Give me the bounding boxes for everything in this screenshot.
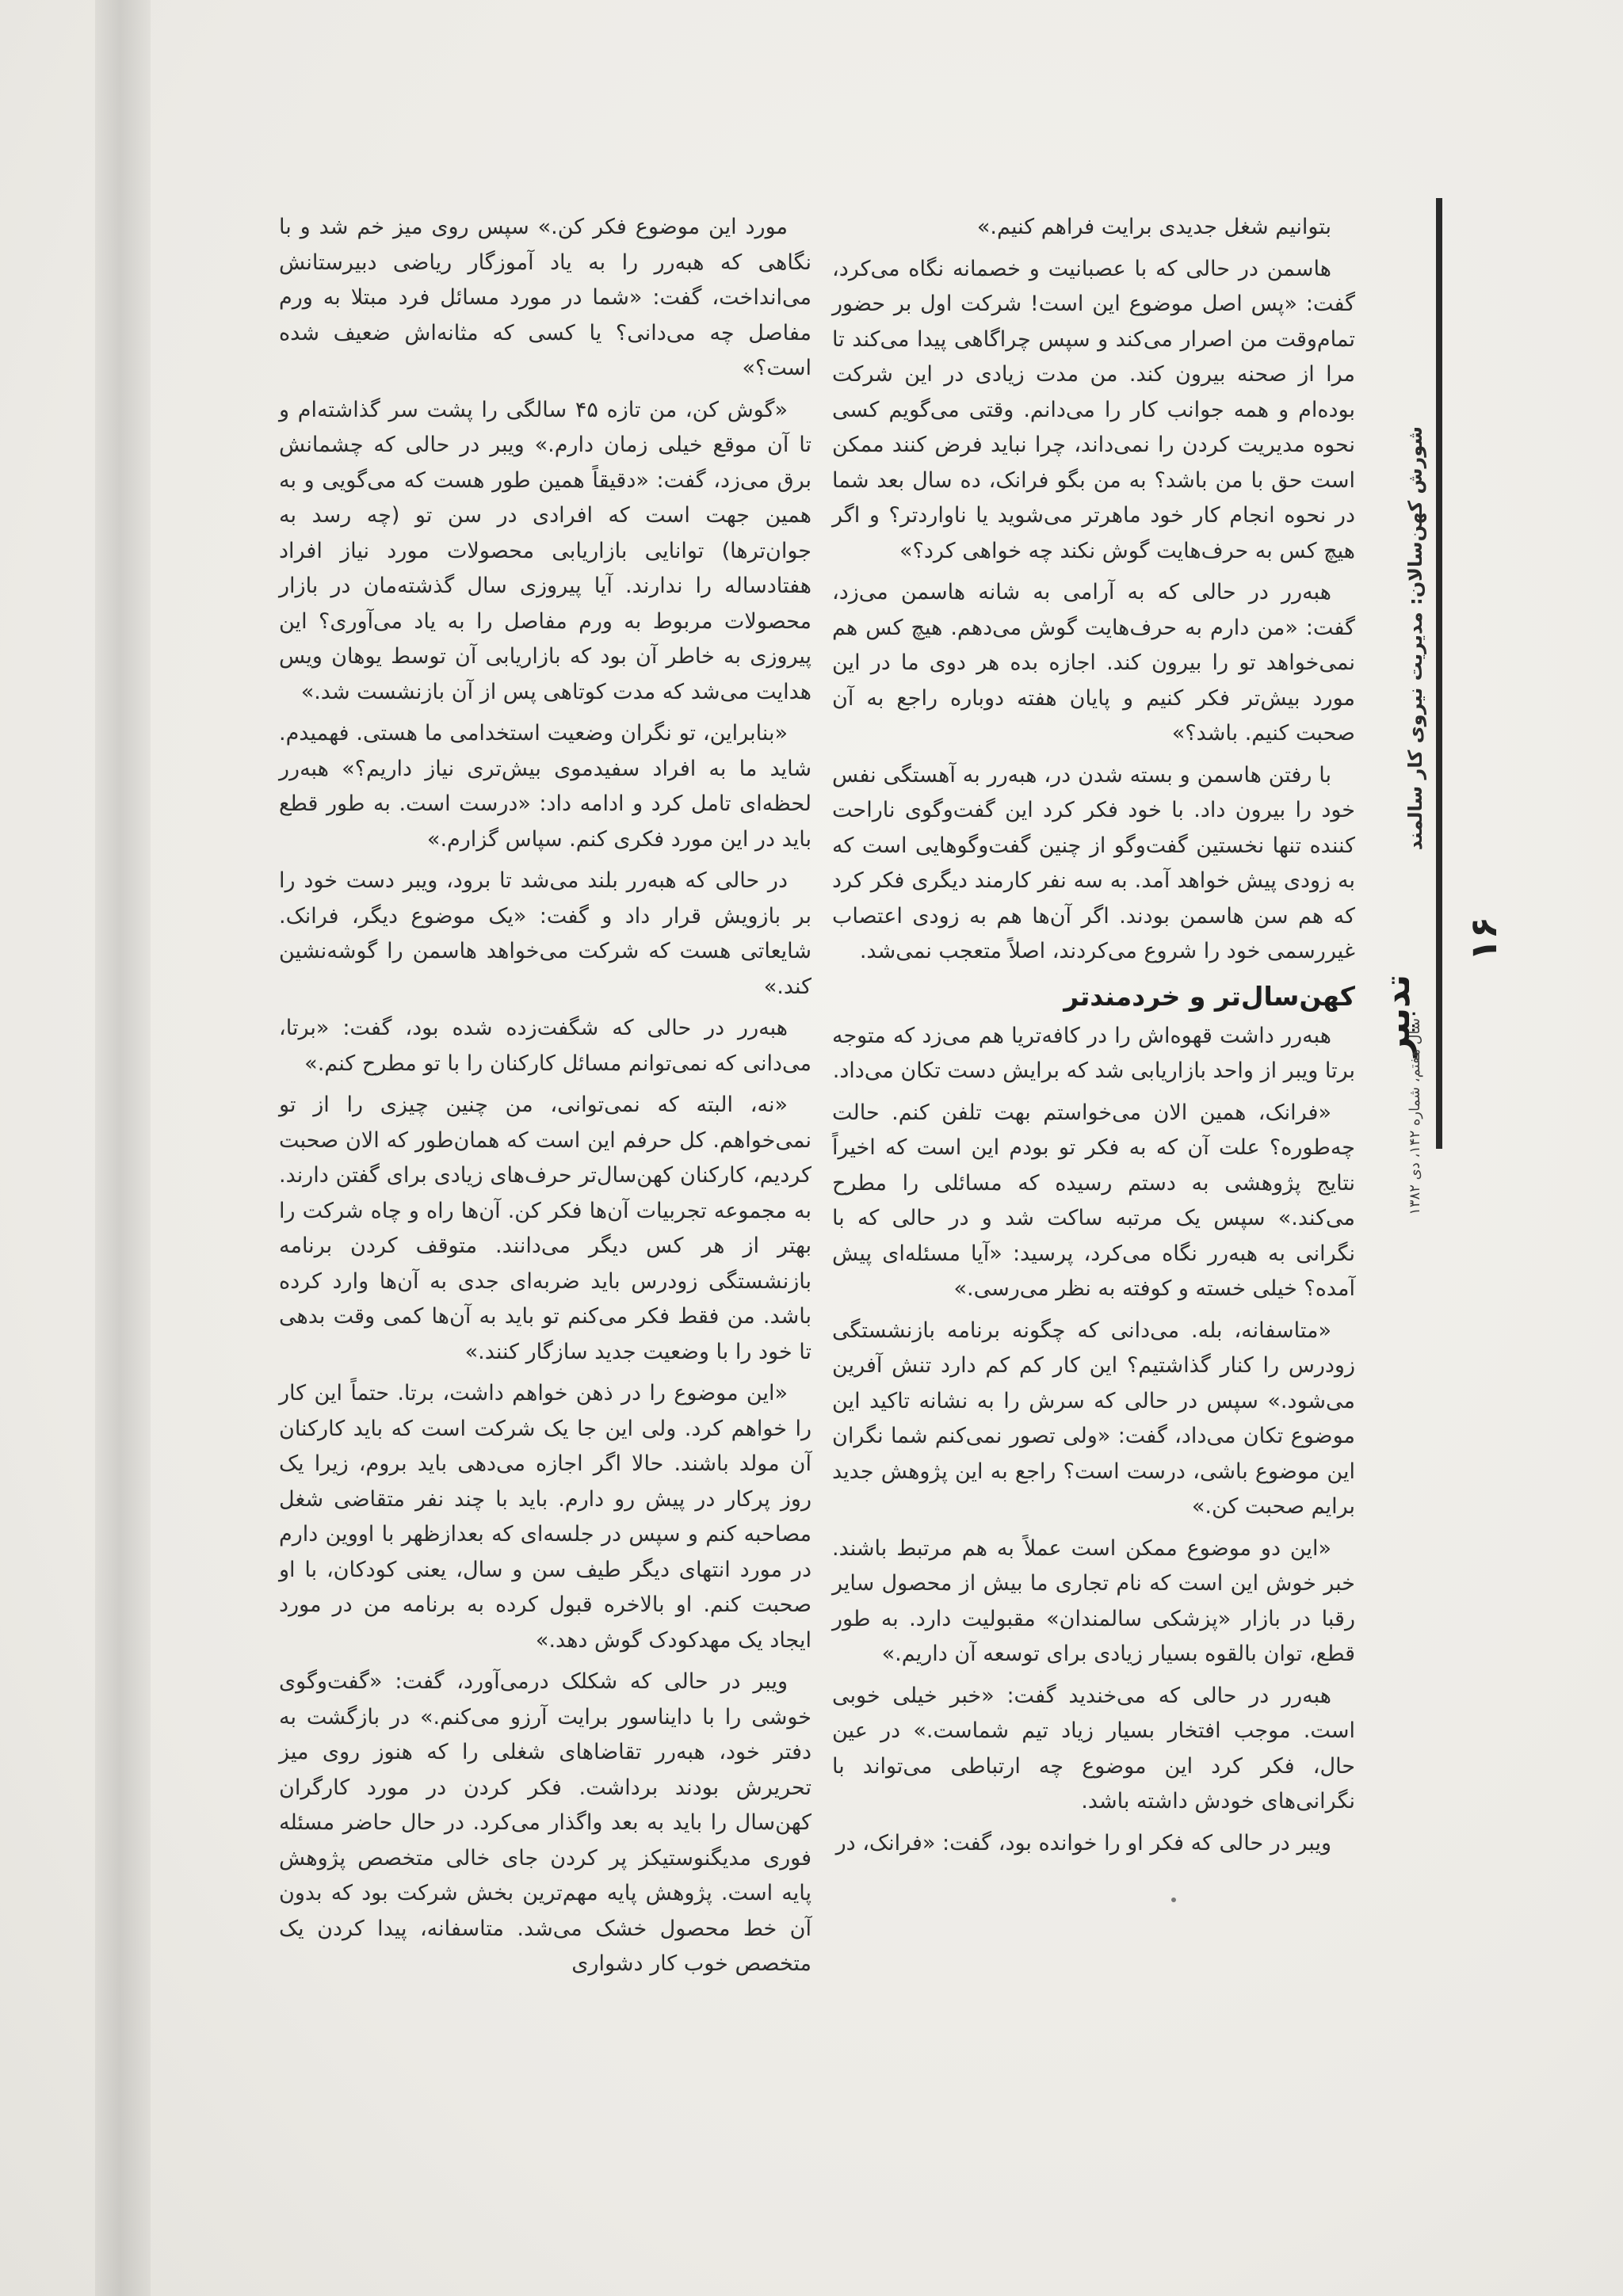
print-speck: [1171, 1897, 1176, 1902]
paragraph: مورد این موضوع فکر کن.» سپس روی میز خم شد و با نگاهی که هبه‌رر را به یاد آموزگار ریاضی دبیرستانش می‌انداخت، گفت: «شما در مورد مسائل فرد مبتلا به ورم مفاصل چه می‌دانی؟ یا کسی که مثانه‌اش ضعیف شده است؟»: [279, 215, 812, 380]
binding-shadow: [95, 0, 151, 2296]
issue-info: سال هفتم، شماره ۱۴۲، دی ۱۳۸۲: [1407, 1018, 1423, 1215]
paragraph: ویبر در حالی که فکر او را خوانده بود، گفت: «فرانک، در: [835, 1830, 1331, 1855]
paragraph: بتوانیم شغل جدیدی برایت فراهم کنیم.»: [976, 215, 1331, 239]
magazine-brand: تدبیر: [1377, 974, 1418, 1057]
paragraph: هبه‌رر در حالی که می‌خندید گفت: «خبر خیلی خوبی است. موجب افتخار بسیار زیاد تیم شماست.» در عین حال، فکر کرد این موضوع چه ارتباطی می‌تواند با نگرانی‌های خودش داشته باشد.: [832, 1683, 1355, 1814]
series-title: شورش کهن‌سالان: مدیریت نیروی کار سالمند: [1404, 426, 1426, 851]
paragraph: هبه‌رر در حالی که به آرامی به شانه هاسمن می‌زد، گفت: «من دارم به حرف‌هایت گوش می‌دهم. هیچ کس هم نمی‌خواهد تو را بیرون کند. اجازه بده هر دوی ما در این مورد بیش‌تر فکر کنیم و پایان هفته دوباره راجع به آن صحبت کنیم. باشد؟»: [832, 580, 1355, 746]
paragraph: هبه‌رر در حالی که شگفت‌زده شده بود، گفت: «برتا، می‌دانی که نمی‌توانم مسائل کارکنان را با تو مطرح کنم.»: [279, 1016, 812, 1076]
paragraph: «گوش کن، من تازه ۴۵ سالگی را پشت سر گذاشته‌ام و تا آن موقع خیلی زمان دارم.» ویبر در حالی که چشمانش برق می‌زد، گفت: «دقیقاً همین طور هست که می‌گویی و به همین جهت است که افرادی در سن تو (چه رسد به جوان‌ترها) توانایی بازاریابی محصولات مورد نیاز افراد هفتادساله را ندارند. آیا پیروزی سال گذشته‌مان در بازار محصولات مربوط به ورم مفاصل را به یاد می‌آوری؟ این پیروزی به خاطر آن بود که بازاریابی آن توسط یوهان ویس هدایت می‌شد که مدت کوتاهی پس از آن بازنشست شد.»: [279, 397, 812, 704]
paragraph: در حالی که هبه‌رر بلند می‌شد تا برود، ویبر دست خود را بر بازویش قرار داد و گفت: «یک موضوع دیگر، فرانک. شایعاتی هست که شرکت می‌خواهد هاسمن را گوشه‌نشین کند.»: [279, 868, 812, 999]
paragraph: «بنابراین، تو نگران وضعیت استخدامی ما هستی. فهمیدم. شاید ما به افراد سفیدموی بیش‌تری نیاز داریم؟» هبه‌رر لحظه‌ای تامل کرد و ادامه داد: «درست است. به طور قطع باید در این مورد فکری کنم. سپاس گزارم.»: [279, 721, 812, 852]
paragraph: «فرانک، همین الان می‌خواستم بهت تلفن کنم. حالت چه‌طوره؟ علت آن که به فکر تو بودم این است که اخیراً نتایج پژوهشی به دستم رسیده که مسائلی را مطرح می‌کند.» سپس یک مرتبه ساکت شد و در حالی که با نگرانی به هبه‌رر نگاه می‌کرد، پرسید: «آیا مسئله‌ای پیش آمده؟ خیلی خسته و کوفته به نظر می‌رسی.»: [832, 1100, 1355, 1301]
paragraph: «این موضوع را در ذهن خواهم داشت، برتا. حتماً این کار را خواهم کرد. ولی این جا یک شرکت است که باید کارکنان آن مولد باشند. حالا اگر اجازه می‌دهی باید بروم، زیرا یک روز پرکار در پیش رو دارم. باید با چند نفر متقاضی شغل مصاحبه کنم و سپس در جلسه‌ای که بعدازظهر با اووین دارم در مورد انتهای دیگر طیف سن و سال، یعنی کودکان، با او صحبت کنم. او بالاخره قبول کرده به برنامه من در مورد ایجاد یک مهدکودک گوش دهد.»: [279, 1381, 812, 1653]
header-strip-rule: [1436, 198, 1442, 1149]
paragraph: هاسمن در حالی که با عصبانیت و خصمانه نگاه می‌کرد، گفت: «پس اصل موضوع این است! شرکت اول بر حضور تمام‌وقت من اصرار می‌کند و سپس چراگاهی پیدا می‌کند تا مرا از صحنه بیرون کند. من مدت زیادی در این شرکت بوده‌ام و همه جوانب کار را می‌دانم. وقتی می‌گویم کسی نحوه مدیریت کردن را نمی‌داند، چرا نباید فرض کنند ممکن است حق با من باشد؟ به من بگو فرانک، ده سال بعد شما در نحوه انجام کار خود ماهرتر می‌شوید یا ناواردتر؟ و اگر هیچ کس به حرف‌هایت گوش نکند چه خواهی کرد؟»: [832, 256, 1355, 563]
page-number: ۱۶: [1462, 916, 1505, 962]
paragraph: «نه، البته که نمی‌توانی، من چنین چیزی را از تو نمی‌خواهم. کل حرفم این است که همان‌طور که الان صحبت کردیم، کارکنان کهن‌سال‌تر حرف‌های زیادی برای گفتن دارند. به مجموعه تجربیات آن‌ها فکر کن. آن‌ها راه و چاه شرکت را بهتر از هر کس دیگر می‌دانند. متوقف کردن برنامه بازنشستگی زودرس باید ضربه‌ای جدی به آن‌ها وارد کرده باشد. من فقط فکر می‌کنم تو باید به آن‌ها کمی وقت بدهی تا خود را با وضعیت جدید سازگار کنند.»: [279, 1093, 812, 1364]
paragraph: «این دو موضوع ممکن است عملاً به هم مرتبط باشند. خبر خوش این است که نام تجاری ما بیش از محصول سایر رقبا در بازار «پزشکی سالمندان» مقبولیت دارد. به طور قطع، توان بالقوه بسیار زیادی برای توسعه آن داریم.»: [832, 1535, 1355, 1666]
left-column: [279, 210, 812, 1976]
right-column: [832, 210, 1355, 1866]
section-heading: کهن‌سال‌تر و خردمندتر: [1064, 980, 1355, 1012]
paragraph: ویبر در حالی که شکلک درمی‌آورد، گفت: «گفت‌وگوی خوشی را با دایناسور برایت آرزو می‌کنم.» در بازگشت به دفتر خود، هبه‌رر تقاضاهای شغلی را که هنوز روی میز تحریرش بودند برداشت. فکر کردن در مورد کارگران کهن‌سال را باید به بعد واگذار می‌کرد. در حال حاضر مسئله فوری مدیگنوستیکز پر کردن جای خالی متخصص پژوهش پایه است. پژوهش پایه مهم‌ترین بخش شرکت بود که بدون آن خط محصول خشک می‌شد. متاسفانه، پیدا کردن یک متخصص خوب کار دشواری: [279, 1669, 812, 1976]
paragraph: «متاسفانه، بله. می‌دانی که چگونه برنامه بازنشستگی زودرس را کنار گذاشتیم؟ این کار کم کم دارد تنش آفرین می‌شود.» سپس در حالی که سرش را به نشانه تاکید این موضوع تکان می‌داد، گفت: «ولی تصور نمی‌کنم شما نگران این موضوع باشی، درست است؟ راجع به این پژوهش جدید برایم صحبت کن.»: [832, 1318, 1355, 1519]
paragraph: هبه‌رر داشت قهوه‌اش را در کافه‌تریا هم می‌زد که متوجه برتا ویبر از واحد بازاریابی شد که برایش دست تکان می‌داد.: [832, 1023, 1355, 1083]
paragraph: با رفتن هاسمن و بسته شدن در، هبه‌رر به آهستگی نفس خود را بیرون داد. با خود فکر کرد این گفت‌وگوی ناراحت کننده تنها نخستین گفت‌وگو از چنین گفت‌وگوهایی است که به زودی پیش خواهد آمد. به سه نفر کارمند دیگری فکر کرد که هم سن هاسمن بودند. اگر آن‌ها هم به زودی اعتصاب غیررسمی خود را شروع می‌کردند، اصلاً متعجب نمی‌شد.: [832, 762, 1355, 963]
